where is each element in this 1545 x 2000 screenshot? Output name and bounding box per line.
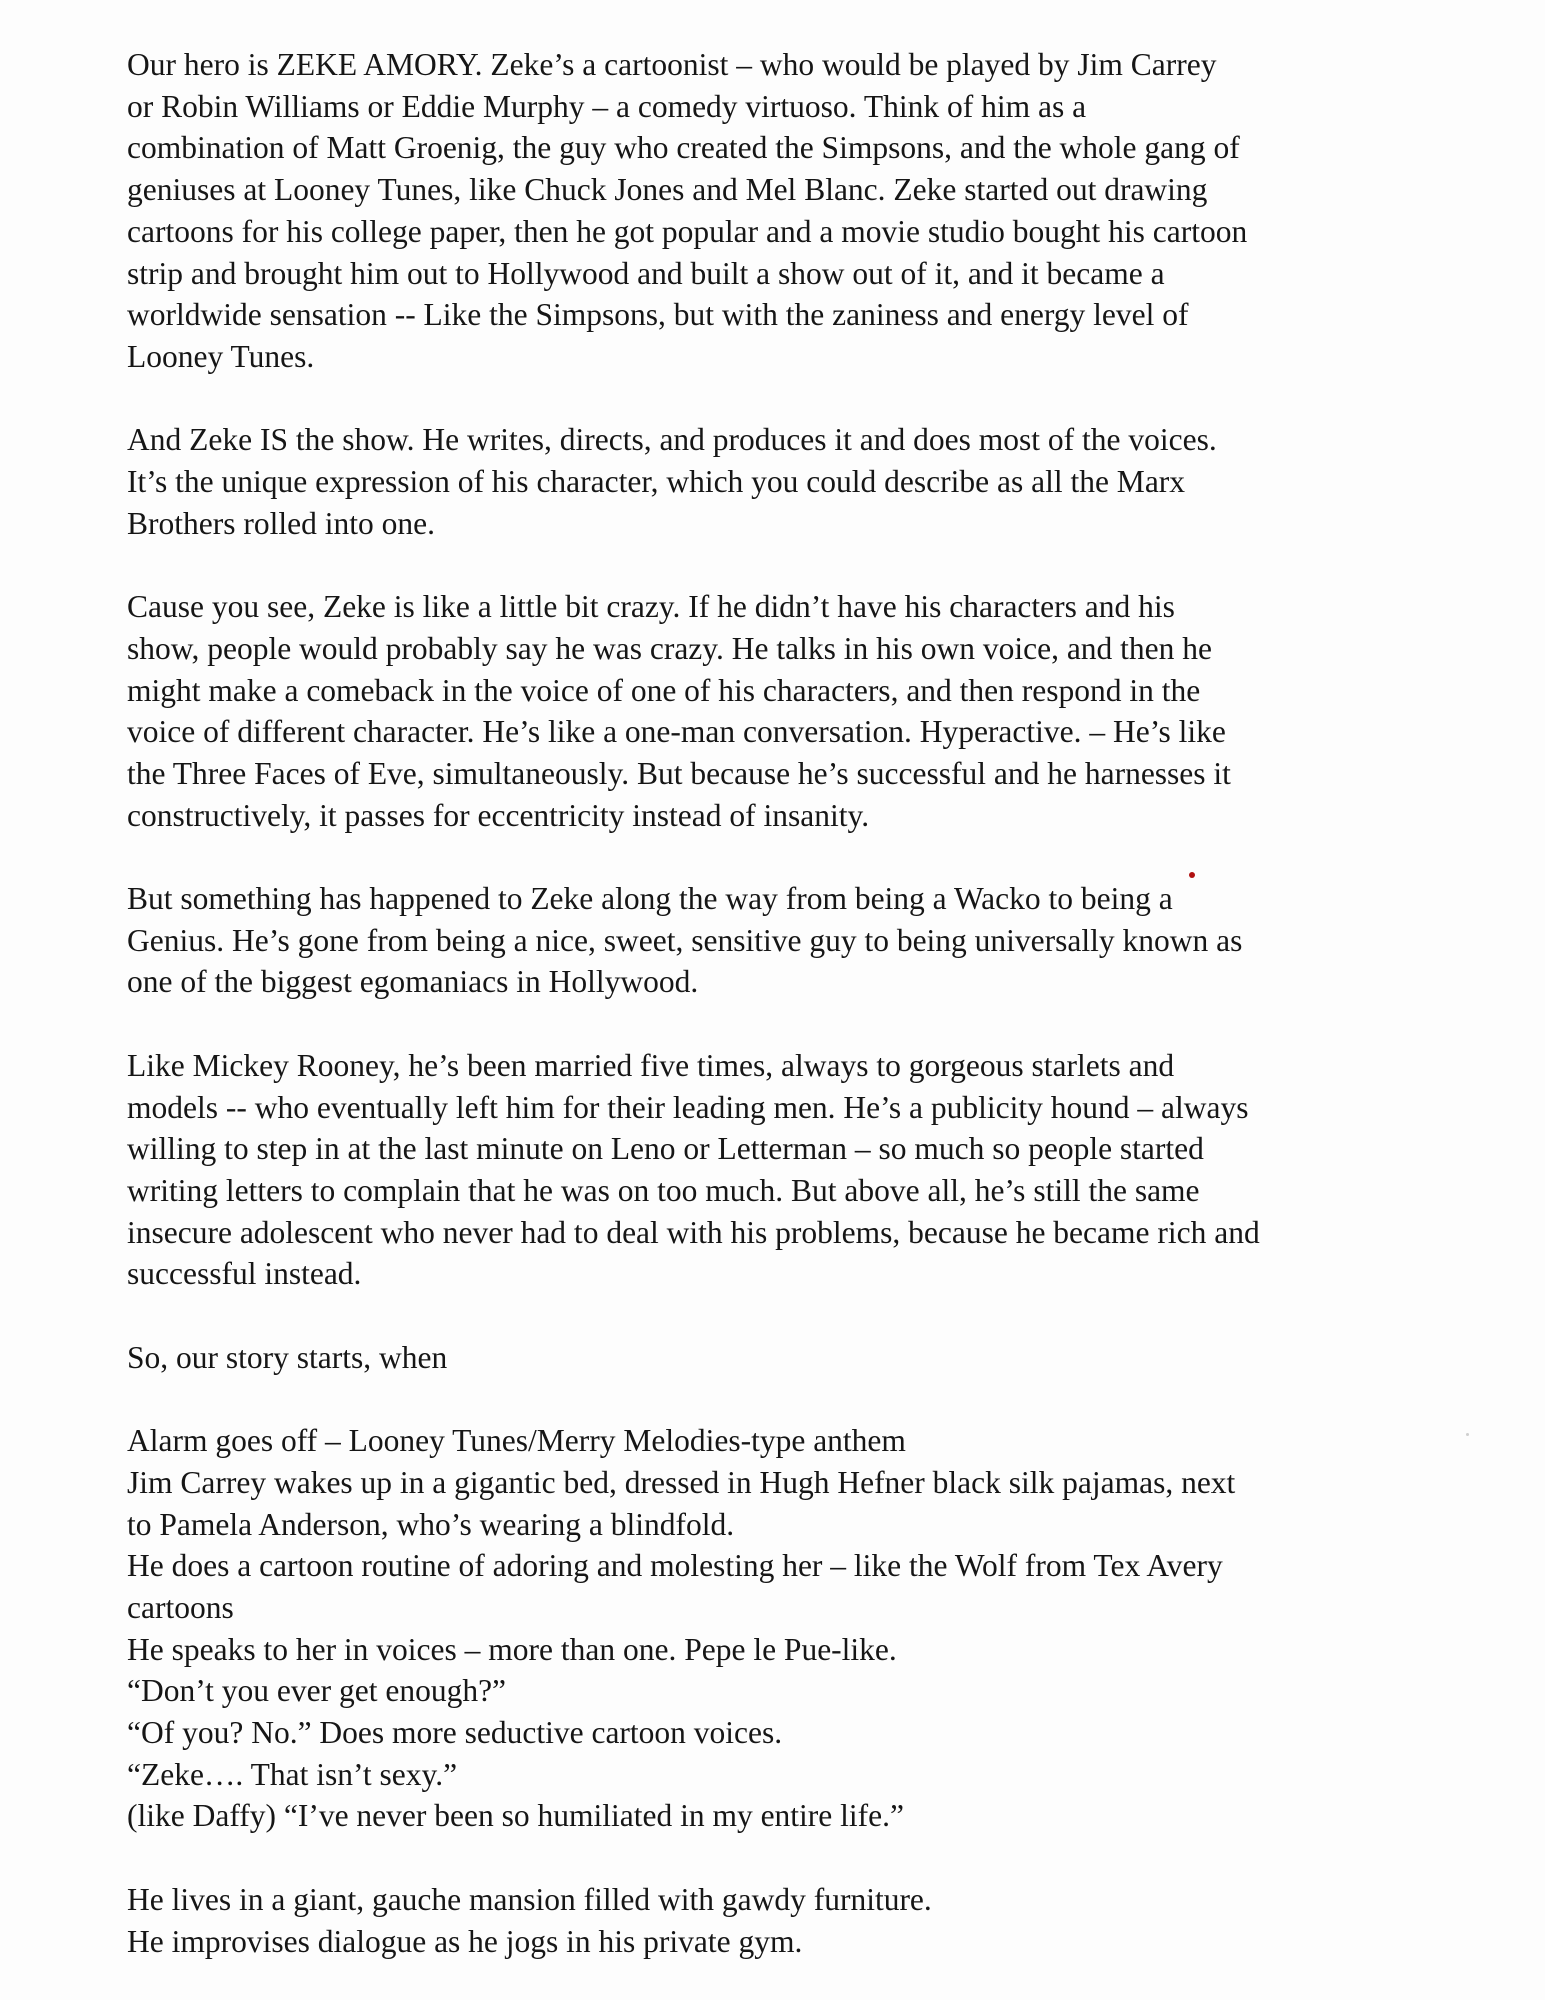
text-line: one of the biggest egomaniacs in Hollywood. [127,964,699,1000]
text-line: (like Daffy) “I’ve never been so humiliated in my entire life.” [127,1798,904,1834]
text-line: “Zeke…. That isn’t sexy.” [127,1756,458,1792]
text-line: geniuses at Looney Tunes, like Chuck Jones and Mel Blanc. Zeke started out drawing [127,172,1208,208]
paragraph-wacko-to-genius [127,878,1457,1003]
text-line: show, people would probably say he was crazy. He talks in his own voice, and then he [127,630,1213,666]
paragraph-zeke-is-the-show [127,419,1457,544]
paragraph-mansion [127,1879,1457,1962]
text-line: the Three Faces of Eve, simultaneously. But because he’s successful and he harnesses it [127,755,1231,791]
text-line: He does a cartoon routine of adoring and molesting her – like the Wolf from Tex Avery [127,1548,1223,1584]
text-line: or Robin Williams or Eddie Murphy – a comedy virtuoso. Think of him as a [127,88,1087,124]
text-line: It’s the unique expression of his character, which you could describe as all the Marx [127,464,1186,500]
text-line: Like Mickey Rooney, he’s been married five times, always to gorgeous starlets and [127,1047,1175,1083]
text-line: worldwide sensation -- Like the Simpsons, but with the zaniness and energy level of [127,297,1189,333]
text-line: Alarm goes off – Looney Tunes/Merry Melodies-type anthem [127,1423,906,1459]
paragraph-crazy [127,586,1457,836]
paragraph-intro [127,44,1457,378]
text-line: writing letters to complain that he was on too much. But above all, he’s still the same [127,1172,1200,1208]
text-line: But something has happened to Zeke along the way from being a Wacko to being a [127,881,1173,917]
paragraph-alarm-scene [127,1420,1457,1837]
text-line: He speaks to her in voices – more than one. Pepe le Pue-like. [127,1631,897,1667]
text-line: might make a comeback in the voice of one of his characters, and then respond in the [127,672,1201,708]
text-line: voice of different character. He’s like a one-man conversation. Hyperactive. – He’s like [127,714,1226,750]
text-line: Genius. He’s gone from being a nice, sweet, sensitive guy to being universally known as [127,922,1243,958]
text-line: Our hero is ZEKE AMORY. Zeke’s a cartoonist – who would be played by Jim Carrey [127,47,1217,82]
document-body [127,44,1457,1962]
text-line: Cause you see, Zeke is like a little bit crazy. If he didn’t have his characters and his [127,589,1175,625]
text-line: cartoons [127,1589,234,1625]
paragraph-story-starts [127,1337,1457,1379]
text-line: constructively, it passes for eccentricity instead of insanity. [127,797,870,833]
text-line: “Of you? No.” Does more seductive cartoon voices. [127,1715,783,1751]
text-line: Brothers rolled into one. [127,505,435,541]
text-line: successful instead. [127,1256,362,1292]
text-line: He lives in a giant, gauche mansion filled with gawdy furniture. [127,1881,932,1917]
text-line: cartoons for his college paper, then he got popular and a movie studio bought his cartoon [127,213,1248,249]
ink-mark [1189,872,1195,878]
text-line: strip and brought him out to Hollywood and built a show out of it, and it became a [127,255,1165,291]
text-line: He improvises dialogue as he jogs in his private gym. [127,1923,803,1959]
text-line: models -- who eventually left him for their leading men. He’s a publicity hound – always [127,1089,1249,1125]
text-line: Looney Tunes. [127,338,315,374]
paragraph-married-five-times [127,1045,1457,1295]
text-line: insecure adolescent who never had to deal with his problems, because he became rich and [127,1214,1260,1250]
text-line: And Zeke IS the show. He writes, directs, and produces it and does most of the voices. [127,422,1217,458]
text-line: Jim Carrey wakes up in a gigantic bed, dressed in Hugh Hefner black silk pajamas, next [127,1464,1236,1500]
text-line: willing to step in at the last minute on Leno or Letterman – so much so people started [127,1131,1204,1167]
text-line: to Pamela Anderson, who’s wearing a blindfold. [127,1506,735,1542]
scan-speck [1466,1433,1469,1436]
text-line: “Don’t you ever get enough?” [127,1673,507,1709]
text-line: So, our story starts, when [127,1339,448,1375]
text-line: combination of Matt Groenig, the guy who created the Simpsons, and the whole gang of [127,130,1240,166]
